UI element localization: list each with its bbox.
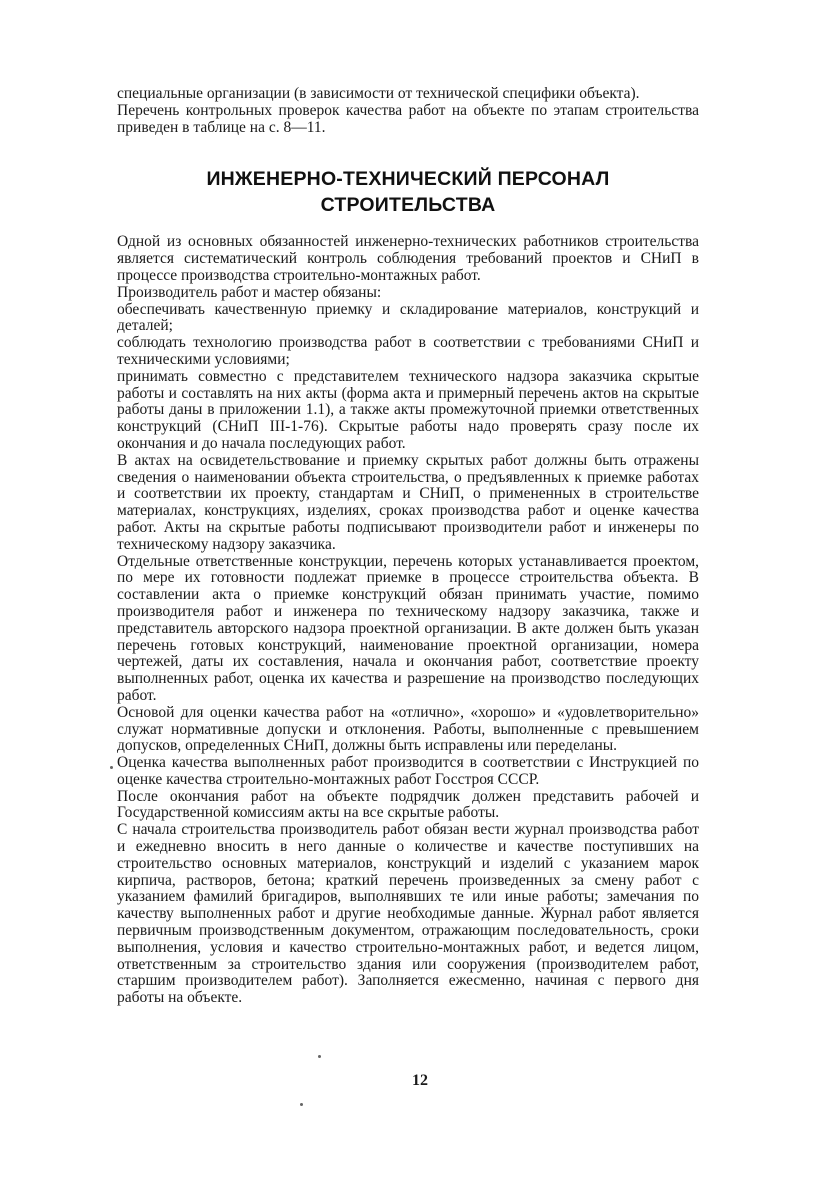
body-paragraph-7: Отдельные ответственные конструкции, перечень которых устанавливается проектом, по мере их готовности подлежат приемке в процессе строительства объекта. В составлении акта о приемке конструкций обязан принимать участие, помимо производителя работ и инженера по техническому надзору заказчика, также и представитель авторского надзора проектной организации. В акте должен быть указан перечень готовых конструкций, наименование проектной организации, номера чертежей, даты их составления, начала и окончания работ, соответствие проекту выполненных работ, оценка их качества и разрешение на производство последующих работ. bbox=[117, 552, 699, 704]
body-paragraph-4: соблюдать технологию производства работ в соответствии с требованиями СНиП и техническими условиями; bbox=[117, 334, 699, 368]
intro-paragraph-1: специальные организации (в зависимости от технической специфики объекта). bbox=[117, 85, 640, 102]
body-paragraph-5: принимать совместно с представителем технического надзора заказчика скрытые работы и составлять на них акты (форма акта и примерный перечень актов на скрытые работы даны в приложении 1.1), а также акты промежуточной приемки ответственных конструкций (СНиП III-1-76). Скрытые работы надо проверять сразу после их окончания и до начала последующих работ. bbox=[117, 367, 699, 452]
print-speck bbox=[318, 1055, 321, 1058]
body-paragraph-3: обеспечивать качественную приемку и складирование материалов, конструкций и деталей; bbox=[117, 300, 699, 335]
section-heading-line-2: СТРОИТЕЛЬСТВА bbox=[320, 194, 496, 217]
body-paragraph-10: После окончания работ на объекте подрядчик должен представить рабочей и Государственной комиссиям акты на все скрытые работы. bbox=[117, 787, 699, 822]
body-paragraph-8: Основой для оценки качества работ на «отлично», «хорошо» и «удовлетворительно» служат нормативные допуски и отклонения. Работы, выполненные с превышением допусков, определенных СНиП, должны быть исправлены или переделаны. bbox=[117, 703, 699, 755]
section-heading-line-1: ИНЖЕНЕРНО-ТЕХНИЧЕСКИЙ ПЕРСОНАЛ bbox=[206, 168, 610, 191]
print-speck bbox=[110, 766, 113, 769]
intro-paragraph-2: Перечень контрольных проверок качества работ на объекте по этапам строительства приведен в таблице на с. 8—11. bbox=[117, 101, 699, 136]
body-paragraph-9: Оценка качества выполненных работ производится в соответствии с Инструкцией по оценке качества строительно-монтажных работ Госстроя СССР. bbox=[117, 754, 699, 788]
body-paragraph-1: Одной из основных обязанностей инженерно-технических работников строительства является систематический контроль соблюдения требований проектов и СНиП в процессе производства строительно-монтажных работ. bbox=[117, 233, 699, 284]
body-paragraph-2: Производитель работ и мастер обязаны: bbox=[117, 283, 382, 301]
print-speck bbox=[300, 1103, 303, 1106]
body-paragraph-6: В актах на освидетельствование и приемку скрытых работ должны быть отражены сведения о наименовании объекта строительства, о предъявленных к приемке работах и соответствии их проекту, стандартам и СНиП, о примененных в строительстве материалах, конструкциях, изделиях, сроках производства работ и оценке качества работ. Акты на скрытые работы подписывают производители работ и инженеры по техническому надзору заказчика. bbox=[117, 451, 699, 553]
body-paragraph-11: С начала строительства производитель работ обязан вести журнал производства работ и ежедневно вносить в него данные о количестве и качестве поступивших на строительство основных материалов, конструкций и изделий с указанием марок кирпича, растворов, бетона; краткий перечень произведенных за смену работ с указанием фамилий бригадиров, выполнявших те или иные работы; замечания по качеству выполненных работ и другие необходимые данные. Журнал работ является первичным производственным документом, отражающим последовательность, сроки выполнения, условия и качество строительно-монтажных работ, и ведется лицом, ответственным за строительство здания или сооружения (производителем работ, старшим производителем работ). Заполняется ежесменно, начиная с первого дня работы на объекте. bbox=[117, 821, 699, 1007]
section-heading bbox=[117, 166, 699, 218]
page-content bbox=[117, 86, 699, 1007]
page-number: 12 bbox=[412, 1072, 428, 1089]
